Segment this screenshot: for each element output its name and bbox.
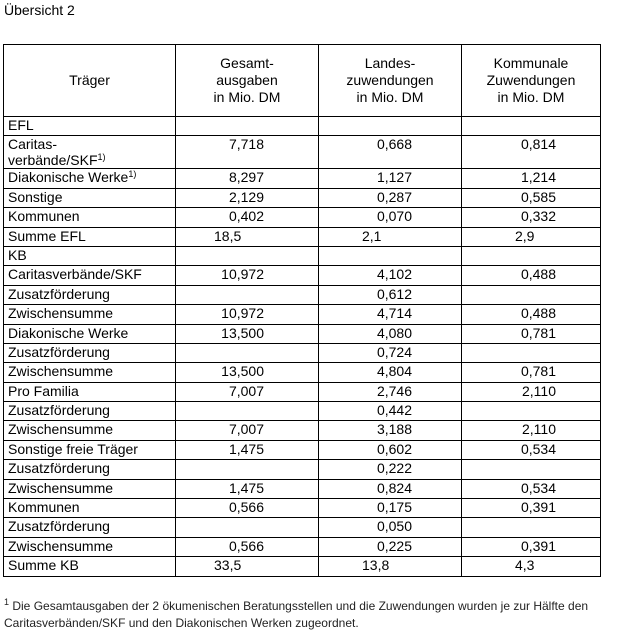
value-cell bbox=[176, 402, 319, 421]
value-cell bbox=[462, 402, 601, 421]
row-label bbox=[4, 343, 176, 362]
label-text: Zwischensumme bbox=[8, 363, 114, 380]
table-row bbox=[4, 305, 601, 324]
value-cell bbox=[176, 518, 319, 537]
value-cell: 2,110 bbox=[462, 421, 601, 440]
value-cell: 2,1 bbox=[319, 227, 462, 246]
row-label bbox=[4, 440, 176, 459]
value-cell bbox=[319, 246, 462, 265]
row-label bbox=[4, 208, 176, 227]
label-text: Zusatzförderung bbox=[8, 343, 110, 360]
value-cell: 3,188 bbox=[319, 421, 462, 440]
table-row bbox=[4, 136, 601, 169]
value-cell: 0,488 bbox=[462, 305, 601, 324]
value-cell: 4,102 bbox=[319, 266, 462, 285]
row-label bbox=[4, 460, 176, 479]
value-cell: 0,724 bbox=[319, 343, 462, 362]
label-text: Diakonische Werke bbox=[8, 169, 129, 186]
footnote-marker: 1 bbox=[4, 597, 10, 607]
value-cell: 10,972 bbox=[176, 266, 319, 285]
table-row bbox=[4, 285, 601, 304]
label-text: EFL bbox=[8, 117, 34, 133]
value-cell: 0,585 bbox=[462, 188, 601, 207]
value-cell bbox=[462, 285, 601, 304]
row-label bbox=[4, 402, 176, 421]
value-cell bbox=[176, 246, 319, 265]
value-cell: 0,566 bbox=[176, 537, 319, 556]
value-cell: 7,007 bbox=[176, 382, 319, 401]
row-label bbox=[4, 266, 176, 285]
value-cell: 0,402 bbox=[176, 208, 319, 227]
label-text: Zusatzförderung bbox=[8, 460, 110, 477]
value-cell: 33,5 bbox=[176, 557, 319, 576]
value-cell: 0,814 bbox=[462, 136, 601, 169]
value-cell: 13,8 bbox=[319, 557, 462, 576]
value-cell bbox=[176, 460, 319, 479]
table-row bbox=[4, 518, 601, 537]
value-cell: 8,297 bbox=[176, 169, 319, 188]
value-cell: 1,475 bbox=[176, 440, 319, 459]
value-cell: 4,3 bbox=[462, 557, 601, 576]
value-cell: 0,781 bbox=[462, 363, 601, 382]
label-text: Summe EFL bbox=[8, 227, 86, 244]
table-row bbox=[4, 402, 601, 421]
value-cell: 0,332 bbox=[462, 208, 601, 227]
table-row bbox=[4, 537, 601, 556]
value-cell: 4,714 bbox=[319, 305, 462, 324]
column-header: Landes- zuwendungen in Mio. DM bbox=[319, 45, 462, 117]
value-cell: 0,488 bbox=[462, 266, 601, 285]
label-text: Pro Familia bbox=[8, 382, 79, 399]
value-cell: 1,127 bbox=[319, 169, 462, 188]
row-label bbox=[4, 499, 176, 518]
funding-table bbox=[3, 44, 601, 577]
label-text: Zwischensumme bbox=[8, 421, 114, 438]
row-label bbox=[4, 117, 176, 136]
value-cell: 0,070 bbox=[319, 208, 462, 227]
value-cell: 0,225 bbox=[319, 537, 462, 556]
table-row bbox=[4, 266, 601, 285]
table-row bbox=[4, 208, 601, 227]
value-cell bbox=[462, 246, 601, 265]
section-row bbox=[4, 246, 601, 265]
value-cell: 0,534 bbox=[462, 479, 601, 498]
header-row bbox=[4, 45, 601, 117]
row-label bbox=[4, 246, 176, 265]
value-cell: 2,9 bbox=[462, 227, 601, 246]
value-cell bbox=[462, 518, 601, 537]
value-cell: 13,500 bbox=[176, 324, 319, 343]
row-label bbox=[4, 363, 176, 382]
row-label bbox=[4, 169, 176, 188]
value-cell: 1,214 bbox=[462, 169, 601, 188]
column-header: Kommunale Zuwendungen in Mio. DM bbox=[462, 45, 601, 117]
value-cell bbox=[176, 117, 319, 136]
label-text: Caritas- verbände/SKF bbox=[8, 136, 98, 169]
value-cell: 13,500 bbox=[176, 363, 319, 382]
value-cell: 0,442 bbox=[319, 402, 462, 421]
value-cell: 0,566 bbox=[176, 499, 319, 518]
value-cell: 0,050 bbox=[319, 518, 462, 537]
row-label bbox=[4, 537, 176, 556]
value-cell: 0,534 bbox=[462, 440, 601, 459]
value-cell: 4,080 bbox=[319, 324, 462, 343]
row-label bbox=[4, 421, 176, 440]
row-label bbox=[4, 518, 176, 537]
value-cell: 2,746 bbox=[319, 382, 462, 401]
row-label bbox=[4, 382, 176, 401]
label-text: Summe KB bbox=[8, 557, 79, 574]
value-cell bbox=[176, 343, 319, 362]
table-row bbox=[4, 188, 601, 207]
value-cell: 7,718 bbox=[176, 136, 319, 169]
value-cell: 0,287 bbox=[319, 188, 462, 207]
label-text: Zusatzförderung bbox=[8, 285, 110, 302]
value-cell bbox=[319, 117, 462, 136]
label-text: Kommunen bbox=[8, 208, 80, 225]
value-cell: 0,668 bbox=[319, 136, 462, 169]
label-text: Zwischensumme bbox=[8, 479, 114, 496]
label-text: Zusatzförderung bbox=[8, 518, 110, 535]
value-cell bbox=[462, 343, 601, 362]
row-label bbox=[4, 557, 176, 576]
label-text: Diakonische Werke bbox=[8, 324, 129, 341]
row-label bbox=[4, 188, 176, 207]
table-row bbox=[4, 421, 601, 440]
section-row bbox=[4, 117, 601, 136]
footnote-ref: 1) bbox=[97, 152, 106, 163]
row-label bbox=[4, 136, 176, 169]
value-cell: 0,391 bbox=[462, 499, 601, 518]
footnote bbox=[4, 598, 640, 632]
value-cell: 10,972 bbox=[176, 305, 319, 324]
row-label bbox=[4, 285, 176, 304]
column-header: Träger bbox=[4, 45, 176, 117]
table-row bbox=[4, 169, 601, 188]
value-cell: 1,475 bbox=[176, 479, 319, 498]
value-cell bbox=[462, 460, 601, 479]
value-cell: 0,222 bbox=[319, 460, 462, 479]
table-row bbox=[4, 363, 601, 382]
label-text: Zwischensumme bbox=[8, 305, 114, 322]
table-row bbox=[4, 479, 601, 498]
table-row bbox=[4, 343, 601, 362]
value-cell: 7,007 bbox=[176, 421, 319, 440]
value-cell: 0,781 bbox=[462, 324, 601, 343]
footnote-text: Die Gesamtausgaben der 2 ökumenischen Beratungsstellen und die Zuwendungen wurden je zur Hälfte den Caritasverbänden/SKF und den Diakonischen Werken zugeordnet. bbox=[4, 599, 589, 630]
label-text: Sonstige freie Träger bbox=[8, 440, 138, 457]
label-text: Caritasverbände/SKF bbox=[8, 266, 142, 283]
label-text: Zusatzförderung bbox=[8, 402, 110, 419]
table-row bbox=[4, 382, 601, 401]
table-row bbox=[4, 460, 601, 479]
value-cell: 2,129 bbox=[176, 188, 319, 207]
sum-row bbox=[4, 227, 601, 246]
document-title: Übersicht 2 bbox=[4, 2, 75, 18]
label-text: Kommunen bbox=[8, 499, 80, 516]
label-text: Zwischensumme bbox=[8, 537, 114, 554]
footnote-ref: 1) bbox=[128, 169, 137, 180]
value-cell: 0,175 bbox=[319, 499, 462, 518]
table-row bbox=[4, 440, 601, 459]
value-cell: 0,391 bbox=[462, 537, 601, 556]
value-cell bbox=[462, 117, 601, 136]
row-label bbox=[4, 479, 176, 498]
value-cell: 2,110 bbox=[462, 382, 601, 401]
value-cell: 0,602 bbox=[319, 440, 462, 459]
value-cell: 4,804 bbox=[319, 363, 462, 382]
label-text: Sonstige bbox=[8, 188, 63, 205]
value-cell: 18,5 bbox=[176, 227, 319, 246]
table-row bbox=[4, 324, 601, 343]
value-cell bbox=[176, 285, 319, 304]
label-text: KB bbox=[8, 246, 27, 263]
row-label bbox=[4, 324, 176, 343]
row-label bbox=[4, 227, 176, 246]
column-header: Gesamt- ausgaben in Mio. DM bbox=[176, 45, 319, 117]
value-cell: 0,824 bbox=[319, 479, 462, 498]
table-row bbox=[4, 499, 601, 518]
row-label bbox=[4, 305, 176, 324]
value-cell: 0,612 bbox=[319, 285, 462, 304]
sum-row bbox=[4, 557, 601, 576]
